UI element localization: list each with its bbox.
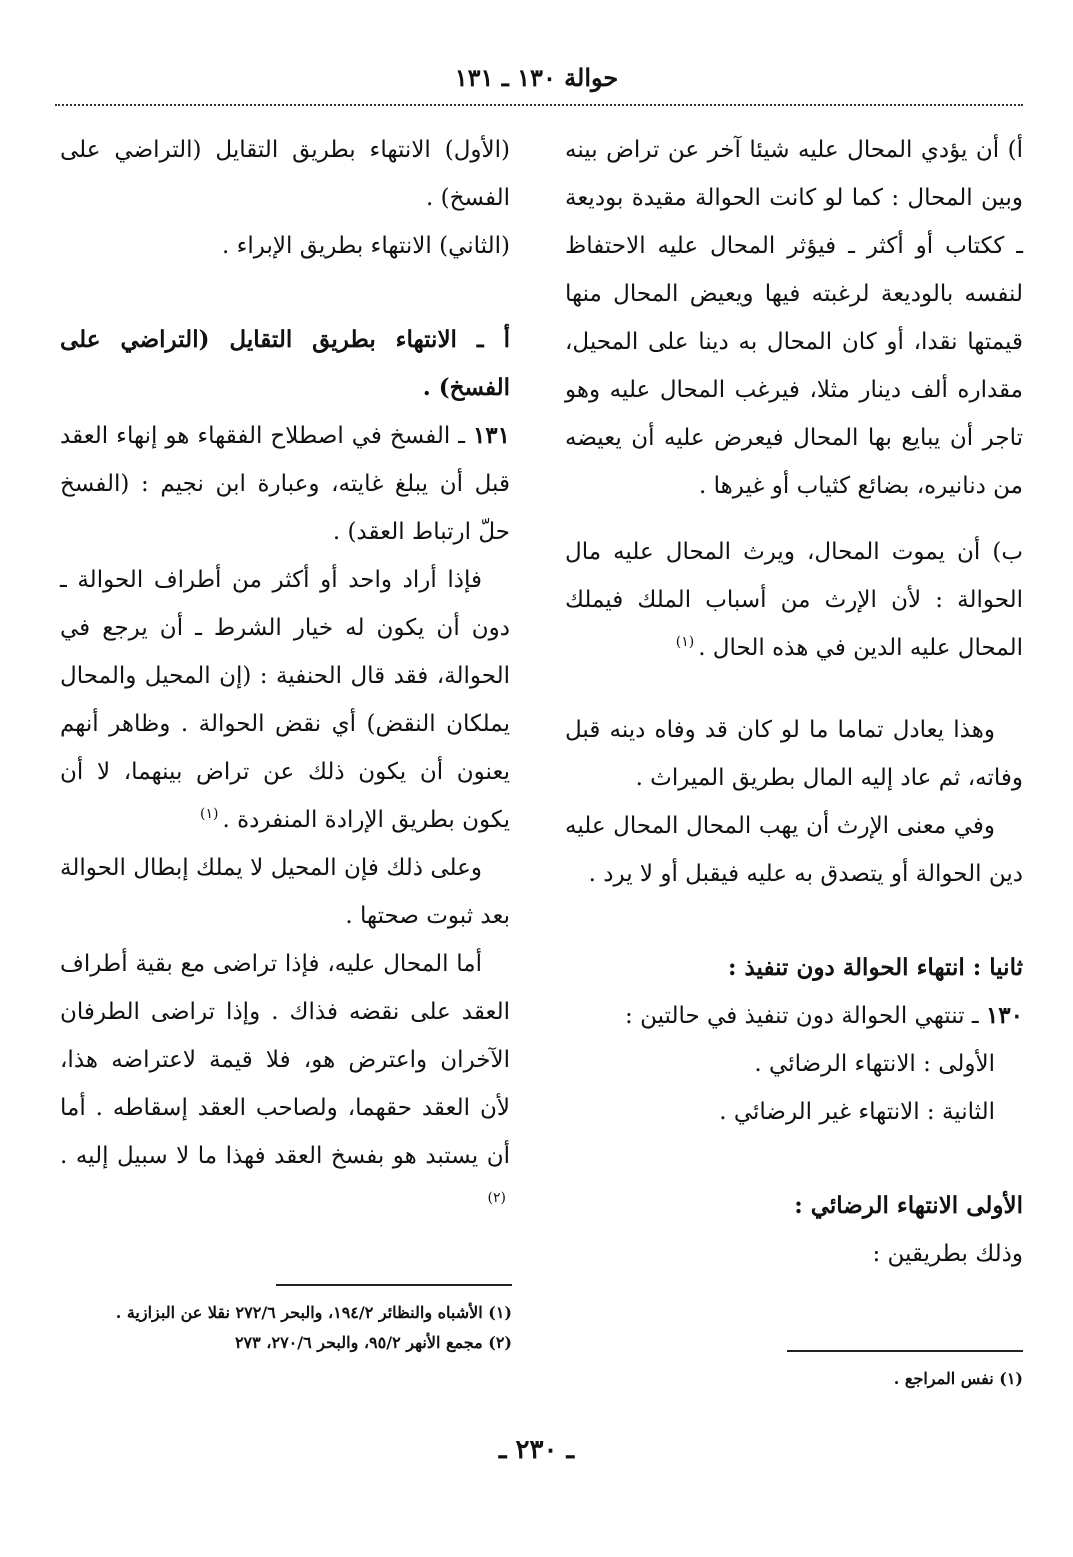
running-header: حوالة ١٣٠ ـ ١٣١ [454,63,619,92]
paragraph-130-text: ـ تنتهي الحوالة دون تنفيذ في حالتين : [625,1003,986,1029]
subheading-consensual: الأولى الانتهاء الرضائي : [794,1192,1023,1219]
case-first: الأولى : الانتهاء الرضائي . [754,1051,995,1077]
section-heading-second: ثانيا : انتهاء الحوالة دون تنفيذ : [727,954,1023,981]
paragraph-muhil: وعلى ذلك فإن المحيل لا يملك إبطال الحوالة بعد ثبوت صحتها . [60,855,510,929]
way-first: (الأول) الانتهاء بطريق التقايل (التراضي على الفسخ) . [60,137,510,211]
paragraph-hanafi-text: فإذا أراد واحد أو أكثر من أطراف الحوالة ـ دون أن يكون له خيار الشرط ـ أن يرجع في الحوالة، فقد قال الحنفية : (إن المحيل والمحال يملكان النقض) أي نقض الحوالة . وظاهر أنهم يعنون أن يكون ذلك عن تراض بينهما، لا أن يكون بطريق الإرادة المنفردة . [60,567,510,833]
paragraph-a: أ) أن يؤدي المحال عليه شيئا آخر عن تراض بينه وبين المحال : كما لو كانت الحوالة مقيدة بوديعة ـ ككتاب أو أكثر ـ فيؤثر المحال عليه الاحتفاظ لنفسه بالوديعة لرغبته فيها ويعيض المحال منها قيمتها نقدا، أو كان المحال به دينا على المحيل، مقداره ألف دينار مثلا، فيرغب المحال عليه وهو تاجر أن يبايع بها المحال فيعرض عليه أن يعيضه من دنانيره، بضائع كثياب أو غيرها . [565,137,1023,499]
paragraph-hanafi [60,556,510,844]
paragraph-muhal-alayh-text: أما المحال عليه، فإذا تراضى مع بقية أطراف العقد على نقضه فذاك . وإذا تراضى الطرفان الآخران واعترض هو، فلا قيمة لاعتراضه هذا، لأن العقد حقهما، ولصاحب العقد إسقاطه . أما أن يستبد هو بفسخ العقد فهذا ما لا سبيل إليه . [60,951,510,1169]
section-heading-a: أ ـ الانتهاء بطريق التقايل (التراضي على الفسخ) . [60,326,510,401]
way-second: (الثاني) الانتهاء بطريق الإبراء . [221,233,510,259]
section-number: ١٣٠ [985,1002,1023,1029]
paragraph-b-text: ب) أن يموت المحال، ويرث المحال عليه مال الحوالة : لأن الإرث من أسباب الملك فيملك المحال عليه الدين في هذه الحال . [565,539,1023,661]
page-number: ـ ٢٣٠ ـ [498,1435,575,1465]
paragraph-inheritance: وفي معنى الإرث أن يهب المحال المحال عليه دين الحوالة أو يتصدق به عليه فيقبل أو لا يرد . [565,813,1023,887]
footnote-2: (٢) مجمع الأنهر ٩٥/٢، والبحر ٢٧٠/٦، ٢٧٣ [234,1333,512,1352]
left-footnotes [60,1284,512,1358]
footnote-rule [276,1284,512,1286]
paragraph-two-ways: وذلك بطريقين : [872,1241,1023,1267]
paragraph-131-text: ـ الفسخ في اصطلاح الفقهاء هو إنهاء العقد قبل أن يبلغ غايته، وعبارة ابن نجيم : (الفسخ حلّ ارتباط العقد) . [60,423,510,545]
case-second: الثانية : الانتهاء غير الرضائي . [719,1099,995,1125]
right-column [565,126,1023,1278]
header-dotted-rule [55,104,1023,106]
footnote-rule [787,1350,1023,1352]
paragraph-130 [565,992,1023,1040]
left-column [60,126,510,1228]
footnote-ref: (١) [200,806,219,823]
footnote-ref: (٢) [487,1190,506,1207]
footnote-ref: (١) [675,634,695,651]
footnote-1: (١) الأشباه والنظائر ١٩٤/٢، والبحر ٢٧٢/٦ نقلا عن البزازية . [115,1303,512,1322]
section-number: ١٣١ [472,422,510,449]
paragraph-muhal-alayh [60,940,510,1228]
right-footnotes [783,1350,1023,1394]
footnote: (١) نفس المراجع . [893,1369,1023,1388]
paragraph-b [565,528,1023,672]
paragraph-equivalence: وهذا يعادل تماما ما لو كان قد وفاه دينه قبل وفاته، ثم عاد إليه المال بطريق الميراث . [565,717,1023,791]
paragraph-131 [60,412,510,556]
